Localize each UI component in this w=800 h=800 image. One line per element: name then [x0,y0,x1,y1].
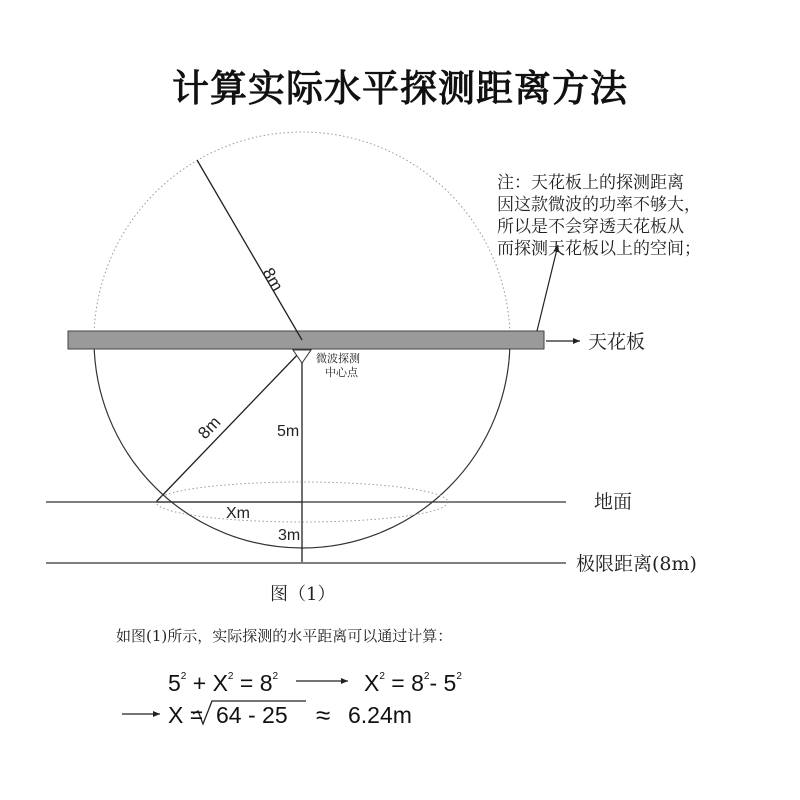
note-line: 注：天花板上的探测距离 [497,173,684,193]
ceiling-bar [68,331,544,349]
upper-radius-label: 8m [258,264,287,295]
center-label-line1: 微波探测 [316,352,360,365]
ceiling-label: 天花板 [588,331,646,353]
formula-exponent: 2 [423,671,430,682]
formula-exponent: 2 [272,671,279,682]
center-label-line2: 中心点 [325,366,358,379]
formula-term: 5 [168,670,181,696]
upper-radius-line [197,160,302,340]
lower-radius-label: 8m [194,412,225,443]
explanation-text: 如图(1)所示，实际探测的水平距离可以通过计算： [116,627,453,645]
approx-sign: ≈ [316,700,331,730]
limit-distance-label: 极限距离(8m) [576,553,697,575]
below-ground-label: 3m [278,527,301,544]
note-pointer-arrow [537,245,558,331]
note-line: 所以是不会穿透天花板从 [497,217,684,237]
formula-radicand: 64 - 25 [216,702,288,728]
ground-label: 地面 [594,491,633,513]
formula-exponent: 2 [379,671,385,682]
formula-term: - 5 [429,670,457,696]
page-title: 计算实际水平探测距离方法 [172,67,628,110]
formula-exponent: 2 [456,671,462,682]
note-line: 而探测天花板以上的空间； [497,239,701,259]
formula-line-1-left [168,670,278,697]
formula-exponent: 2 [180,671,187,682]
formula-term: = 8 [233,670,273,696]
formula-term: X [364,670,380,696]
formula-exponent: 2 [227,671,234,682]
formula-term: + X [186,670,228,696]
height-label: 5m [277,423,300,440]
formula-result: 6.24m [348,702,412,728]
formula-line-2-x: X = [168,702,204,728]
note-line: 因这款微波的功率不够大， [497,195,701,215]
upper-detection-arc [94,132,510,340]
formula-line-1-right [364,670,462,697]
formula-term: = 8 [384,670,424,696]
figure-caption: 图（1） [270,584,336,605]
horizontal-distance-label: Xm [226,505,250,522]
